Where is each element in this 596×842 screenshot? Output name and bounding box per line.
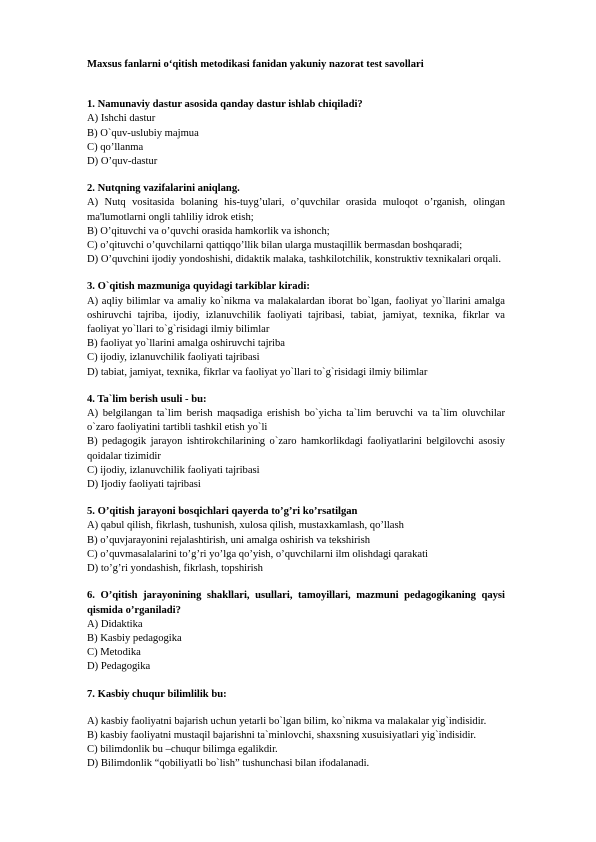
- option-d: D) Ijodiy faoliyati tajribasi: [87, 479, 201, 491]
- option-a: A) Didaktika: [87, 618, 143, 630]
- option-b: B) faoliyat yo`llarini amalga oshiruvchi tajriba: [87, 338, 285, 350]
- question-6: [87, 589, 505, 674]
- option-c: C) Metodika: [87, 647, 141, 659]
- option-c: C) bilimdonlik bu –chuqur bilimga egalikdir.: [87, 744, 278, 756]
- option-c: C) qo’llanma: [87, 141, 144, 153]
- option-a: A) qabul qilish, fikrlash, tushunish, xulosa qilish, mustaxkamlash, qo’llash: [87, 520, 404, 532]
- option-b: B) kasbiy faoliyatni mustaqil bajarishni ta`minlovchi, shaxsning xusuisiyatlari yig`indisidir.: [87, 729, 476, 741]
- question-1: [87, 98, 505, 169]
- question-7: [87, 688, 505, 772]
- question-4: [87, 393, 505, 492]
- option-b: B) pedagogik jarayon ishtirokchilarining o`zaro hamkorlikdagi faoliyatlarini belgilovchi asosiy qoidalar tizimidir: [87, 436, 505, 462]
- question-text: 1. Namunaviy dastur asosida qanday dastur ishlab chiqiladi?: [87, 99, 363, 111]
- option-b: B) Kasbiy pedagogika: [87, 632, 182, 644]
- option-a: A) Ishchi dastur: [87, 113, 156, 125]
- question-text: 3. O`qitish mazmuniga quyidagi tarkiblar kiradi:: [87, 281, 310, 293]
- option-a: A) belgilangan ta`lim berish maqsadiga erishish bo`yicha ta`lim beruvchi va ta`lim oluvchilar o`zaro faoliyatini tartibli tashkil etish yo`li: [87, 408, 505, 434]
- option-b: B) O`quv-uslubiy majmua: [87, 127, 199, 139]
- option-a: A) kasbiy faoliyatni bajarish uchun yetarli bo`lgan bilim, ko`nikma va malakalar yig`indisidir.: [87, 715, 487, 727]
- option-c: C) ijodiy, izlanuvchilik faoliyati tajribasi: [87, 352, 260, 364]
- option-d: D) O’quvchini ijodiy yondoshishi, didaktik malaka, tashkilotchilik, konstruktiv texnikalari orqali.: [87, 254, 501, 266]
- document-title: Maxsus fanlarni o‘qitish metodikasi fanidan yakuniy nazorat test savollari: [87, 59, 424, 70]
- option-b: B) o’quvjarayonini rejalashtirish, uni amalga oshirish va tekshirish: [87, 534, 371, 546]
- option-d: D) Pedagogika: [87, 661, 151, 673]
- question-text: 6. O’qitish jarayonining shakllari, usullari, tamoyillari, mazmuni pedagogikaning qaysi qismida o’rganiladi?: [87, 590, 505, 616]
- question-5: [87, 505, 505, 576]
- question-3: [87, 280, 505, 379]
- question-text: 5. O’qitish jarayoni bosqichlari qayerda to’g’ri ko’rsatilgan: [87, 506, 358, 518]
- option-c: C) o’quvmasalalarini to’g’ri yo’lga qo’yish, o’quvchilarni ilm olishdagi qarakati: [87, 548, 428, 560]
- option-c: C) o’qituvchi o’quvchilarni qattiqqo’llik bilan ularga mustaqillik bermasdan boshqaradi;: [87, 240, 463, 252]
- option-a: A) aqliy bilimlar va amaliy ko`nikma va malakalardan iborat bo`lgan, faoliyat yo`llarini amalga oshiruvchi tajriba, ijodiy, izlanuvchilik faoliyati tajribasi, tabiat, jamiyat, texnika, fikrlar va faoliyat yo`llari to`g`risidagi ilmiy bilimlar: [87, 295, 505, 336]
- option-b: B) O’qituvchi va o’quvchi orasida hamkorlik va ishonch;: [87, 225, 330, 237]
- option-d: D) Bilimdonlik “qobiliyatli bo`lish” tushunchasi bilan ifodalanadi.: [87, 758, 370, 770]
- question-text: 4. Ta`lim berish usuli - bu:: [87, 393, 207, 405]
- option-d: D) to’g’ri yondashish, fikrlash, topshirish: [87, 563, 263, 575]
- option-d: D) tabiat, jamiyat, texnika, fikrlar va faoliyat yo`llari to`g`risidagi ilmiy bilimlar: [87, 366, 428, 378]
- question-2: [87, 182, 505, 267]
- question-text: 7. Kasbiy chuqur bilimlilik bu:: [87, 688, 227, 700]
- document-page: [87, 58, 505, 785]
- question-text: 2. Nutqning vazifalarini aniqlang.: [87, 183, 240, 195]
- option-c: C) ijodiy, izlanuvchilik faoliyati tajribasi: [87, 464, 260, 476]
- option-d: D) O’quv-dastur: [87, 156, 158, 168]
- option-a: A) Nutq vositasida bolaning his-tuyg’ulari, o’quvchilar orasida muloqot o’rganish, olingan ma'lumotlarni ongli tahliliy idrok etish;: [87, 197, 505, 223]
